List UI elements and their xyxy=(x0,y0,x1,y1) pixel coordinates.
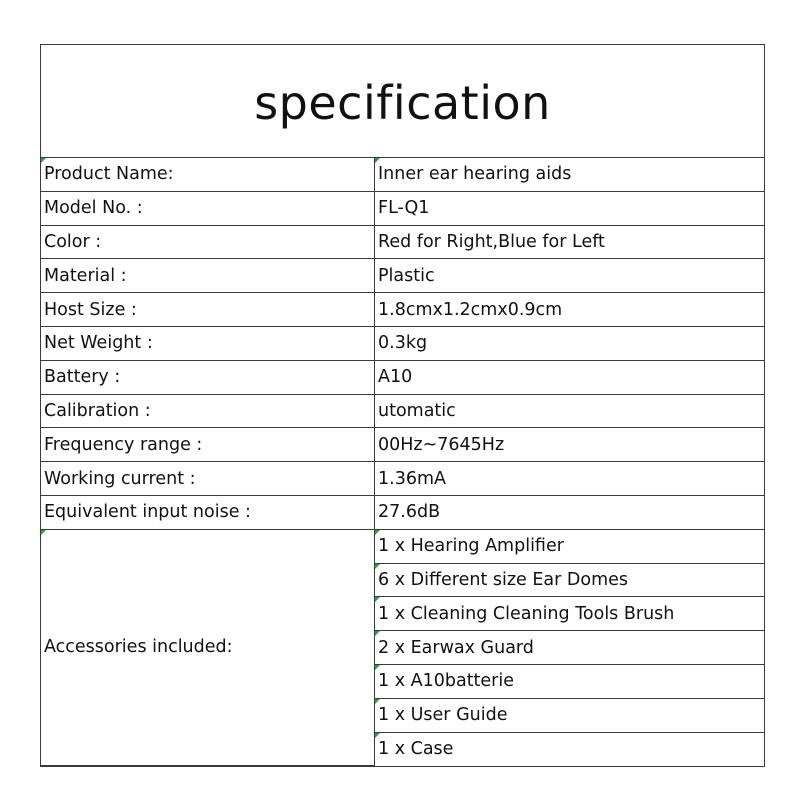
accessory-item: 2 x Earwax Guard xyxy=(375,631,765,665)
spec-key: Battery : xyxy=(41,360,375,394)
table-row xyxy=(41,529,764,563)
spec-key: Net Weight : xyxy=(41,326,375,360)
spec-value: Inner ear hearing aids xyxy=(375,158,765,191)
spec-key: Material : xyxy=(41,259,375,293)
spec-key: Color : xyxy=(41,225,375,259)
spec-key: Working current : xyxy=(41,462,375,496)
accessory-item: 1 x Hearing Amplifier xyxy=(375,529,765,563)
table-row xyxy=(41,428,764,462)
spec-value: Plastic xyxy=(375,259,765,293)
table-row xyxy=(41,394,764,428)
spec-value: 27.6dB xyxy=(375,495,765,529)
spec-value: 1.8cmx1.2cmx0.9cm xyxy=(375,293,765,327)
table-row xyxy=(41,462,764,496)
spec-key: Model No. : xyxy=(41,191,375,225)
spec-title: specification xyxy=(41,45,764,158)
accessory-item: 1 x Cleaning Cleaning Tools Brush xyxy=(375,597,765,631)
accessory-item: 1 x User Guide xyxy=(375,698,765,732)
spec-key: Frequency range : xyxy=(41,428,375,462)
accessory-item: 1 x Case xyxy=(375,732,765,765)
spec-key: Product Name: xyxy=(41,158,375,191)
table-row xyxy=(41,158,764,191)
spec-key: Host Size : xyxy=(41,293,375,327)
table-row xyxy=(41,191,764,225)
accessory-item: 6 x Different size Ear Domes xyxy=(375,563,765,597)
accessories-key: Accessories included: xyxy=(41,529,375,765)
spec-value: A10 xyxy=(375,360,765,394)
specification-sheet xyxy=(40,44,765,767)
spec-table xyxy=(41,158,764,766)
table-row xyxy=(41,326,764,360)
table-row xyxy=(41,225,764,259)
spec-value: 00Hz~7645Hz xyxy=(375,428,765,462)
spec-value: 1.36mA xyxy=(375,462,765,496)
spec-key: Calibration : xyxy=(41,394,375,428)
spec-value: FL-Q1 xyxy=(375,191,765,225)
spec-value: utomatic xyxy=(375,394,765,428)
table-row xyxy=(41,360,764,394)
accessory-item: 1 x A10batterie xyxy=(375,664,765,698)
table-row xyxy=(41,495,764,529)
spec-key: Equivalent input noise : xyxy=(41,495,375,529)
table-row xyxy=(41,293,764,327)
spec-value: 0.3kg xyxy=(375,326,765,360)
table-row xyxy=(41,259,764,293)
spec-value: Red for Right,Blue for Left xyxy=(375,225,765,259)
